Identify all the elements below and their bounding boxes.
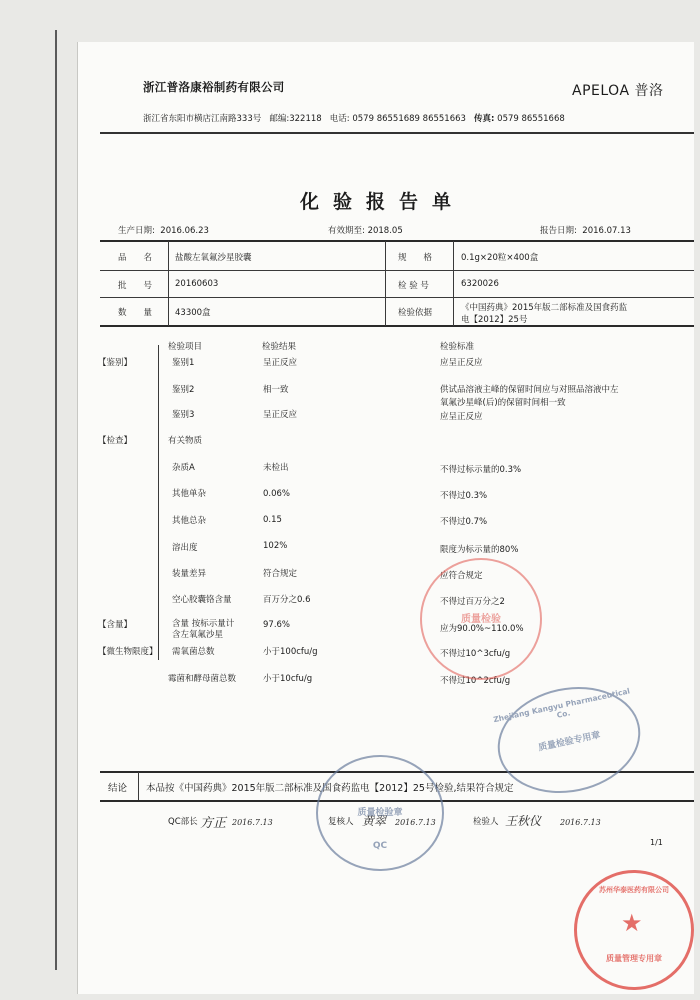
- test-standard: 应呈正反应: [440, 412, 483, 422]
- reviewer-sign-date: 2016.7.13: [395, 818, 436, 827]
- company-address: 浙江省东阳市横店江南路333号: [143, 114, 262, 124]
- basis-label: 检验依据: [398, 308, 433, 318]
- test-result: 未检出: [263, 463, 289, 473]
- conclusion-text: 本品按《中国药典》2015年版二部标准及国食药监电【2012】25号检验,结果符合规定: [146, 783, 514, 794]
- suzhou-stamp-outer-text: 苏州华泰医药有限公司: [599, 886, 669, 894]
- test-standard: 供试品溶液主峰的保留时间应与对照品溶液中左: [440, 385, 619, 395]
- phone: 0579 86551689 86551663: [352, 114, 466, 124]
- test-standard: 应符合规定: [440, 571, 483, 581]
- test-result: 97.6%: [263, 620, 291, 630]
- test-standard: 不得过标示量的0.3%: [440, 465, 522, 475]
- product-value: 盐酸左氧氟沙星胶囊: [175, 253, 252, 263]
- test-standard: 不得过0.3%: [440, 491, 488, 501]
- test-standard-cont: 氧氟沙星峰(后)的保留时间相一致: [440, 398, 566, 408]
- conclusion-label: 结论: [108, 783, 128, 794]
- test-item-cont: 含左氧氟沙星: [172, 630, 224, 640]
- section-label: 【含量】: [98, 620, 133, 630]
- info-row-divider: [100, 270, 694, 271]
- info-table-bottom: [100, 325, 694, 327]
- batch-value: 20160603: [175, 279, 219, 289]
- info-table-top: [100, 240, 694, 242]
- test-result: 百万分之0.6: [263, 595, 311, 605]
- header-divider: [100, 132, 694, 134]
- report-title: 化验报告单: [300, 191, 466, 213]
- section-label: 【鉴别】: [98, 358, 133, 368]
- test-standard: 限度为标示量的80%: [440, 545, 519, 555]
- phone-label: 电话:: [329, 114, 350, 124]
- test-result: 呈正反应: [263, 410, 298, 420]
- test-item: 溶出度: [172, 543, 198, 553]
- test-item: 鉴别2: [172, 385, 195, 395]
- test-result: 0.06%: [263, 489, 291, 499]
- kangyu-stamp-inner-text: 质量检验专用章: [537, 730, 602, 754]
- test-item: 空心胶囊铬含量: [172, 595, 232, 605]
- test-item: 有关物质: [168, 436, 203, 446]
- test-result: 符合规定: [263, 569, 298, 579]
- test-item: 鉴别1: [172, 358, 195, 368]
- reviewer-label: 复核人: [328, 817, 354, 827]
- fax-label: 传真:: [474, 114, 495, 124]
- test-no-label: 检 验 号: [398, 281, 429, 291]
- spec-value: 0.1g×20粒×400盒: [461, 253, 539, 263]
- test-standard: 不得过0.7%: [440, 517, 488, 527]
- red-quality-stamp-icon: [420, 558, 542, 680]
- test-result: 小于10cfu/g: [263, 674, 313, 684]
- production-date-value: 2016.06.23: [160, 226, 209, 236]
- binding-edge-line: [55, 30, 57, 970]
- product-label: 品 名: [118, 253, 153, 263]
- qc-stamp-inner-text: 质量检验章: [357, 808, 403, 818]
- star-icon: ★: [621, 909, 643, 937]
- production-date-label: 生产日期:: [118, 226, 155, 236]
- kangyu-stamp-outer-text: Zhejiang Kangyu Pharmaceutical Co.: [492, 686, 631, 725]
- tester-signature: 王秋仪: [505, 814, 542, 828]
- qc-stamp-bottom-text: QC: [372, 841, 388, 851]
- test-standard: 应呈正反应: [440, 358, 483, 368]
- red-stamp-text: 质量检验: [461, 614, 501, 625]
- info-col-divider: [385, 241, 386, 326]
- test-result: 小于100cfu/g: [263, 647, 318, 657]
- report-date-label: 报告日期:: [540, 226, 577, 236]
- column-item-header: 检验项目: [168, 342, 203, 352]
- spec-label: 规 格: [398, 253, 433, 263]
- conclusion-col-divider: [138, 772, 139, 800]
- test-standard: 不得过百万分之2: [440, 597, 505, 607]
- qc-sign-date: 2016.7.13: [232, 818, 273, 827]
- report-date-value: 2016.07.13: [582, 226, 631, 236]
- test-result: 102%: [263, 541, 288, 551]
- reviewer-signature: 黄翠: [362, 814, 387, 828]
- section-label: 【检查】: [98, 436, 133, 446]
- test-result: 相一致: [263, 385, 289, 395]
- basis-value-line2: 电【2012】25号: [461, 315, 528, 325]
- expiry-value: 2018.05: [367, 226, 403, 236]
- company-name: 浙江普洛康裕制药有限公司: [143, 80, 285, 94]
- info-col-divider: [453, 241, 454, 326]
- qc-round-stamp-icon: [316, 755, 444, 871]
- test-standard: 不得过10^2cfu/g: [440, 676, 511, 686]
- test-item: 装量差异: [172, 569, 207, 579]
- expiry-label: 有效期至:: [328, 226, 365, 236]
- test-standard: 不得过10^3cfu/g: [440, 649, 511, 659]
- test-item: 其他单杂: [172, 489, 207, 499]
- batch-label: 批 号: [118, 281, 153, 291]
- section-col-divider: [158, 345, 159, 660]
- production-date: [118, 224, 209, 236]
- page-number: 1/1: [650, 838, 663, 847]
- postcode-label: 邮编:: [269, 114, 290, 124]
- suzhou-huatai-stamp-icon: [574, 870, 694, 990]
- info-row-divider: [100, 297, 694, 298]
- test-item: 霉菌和酵母菌总数: [168, 674, 237, 684]
- test-result: 0.15: [263, 515, 282, 525]
- qc-signature: 方正: [200, 816, 227, 831]
- company-contact-line: [143, 112, 565, 124]
- basis-value-line1: 《中国药典》2015年版二部标准及国食药监: [461, 303, 628, 313]
- qty-value: 43300盒: [175, 308, 211, 318]
- tester-sign-date: 2016.7.13: [560, 818, 601, 827]
- fax: 0579 86551668: [497, 114, 565, 124]
- expiry-date: [328, 224, 403, 236]
- section-label: 【微生物限度】: [98, 647, 158, 657]
- test-item: 杂质A: [172, 463, 195, 473]
- qty-label: 数 量: [118, 308, 153, 318]
- postcode: 322118: [289, 114, 322, 124]
- test-item: 鉴别3: [172, 410, 195, 420]
- tester-label: 检验人: [473, 817, 499, 827]
- test-result: 呈正反应: [263, 358, 298, 368]
- company-logo: APELOA 普洛: [572, 83, 664, 99]
- qc-label: QC部长: [168, 817, 198, 827]
- test-item: 需氧菌总数: [172, 647, 215, 657]
- report-date: [540, 224, 631, 236]
- column-standard-header: 检验标准: [440, 342, 475, 352]
- column-result-header: 检验结果: [262, 342, 297, 352]
- test-no-value: 6320026: [461, 279, 499, 289]
- test-item: 其他总杂: [172, 516, 207, 526]
- test-item: 含量 按标示量计: [172, 619, 235, 629]
- suzhou-stamp-inner-text: 质量管理专用章: [606, 954, 662, 963]
- test-standard: 应为90.0%~110.0%: [440, 624, 524, 634]
- info-col-divider: [168, 241, 169, 326]
